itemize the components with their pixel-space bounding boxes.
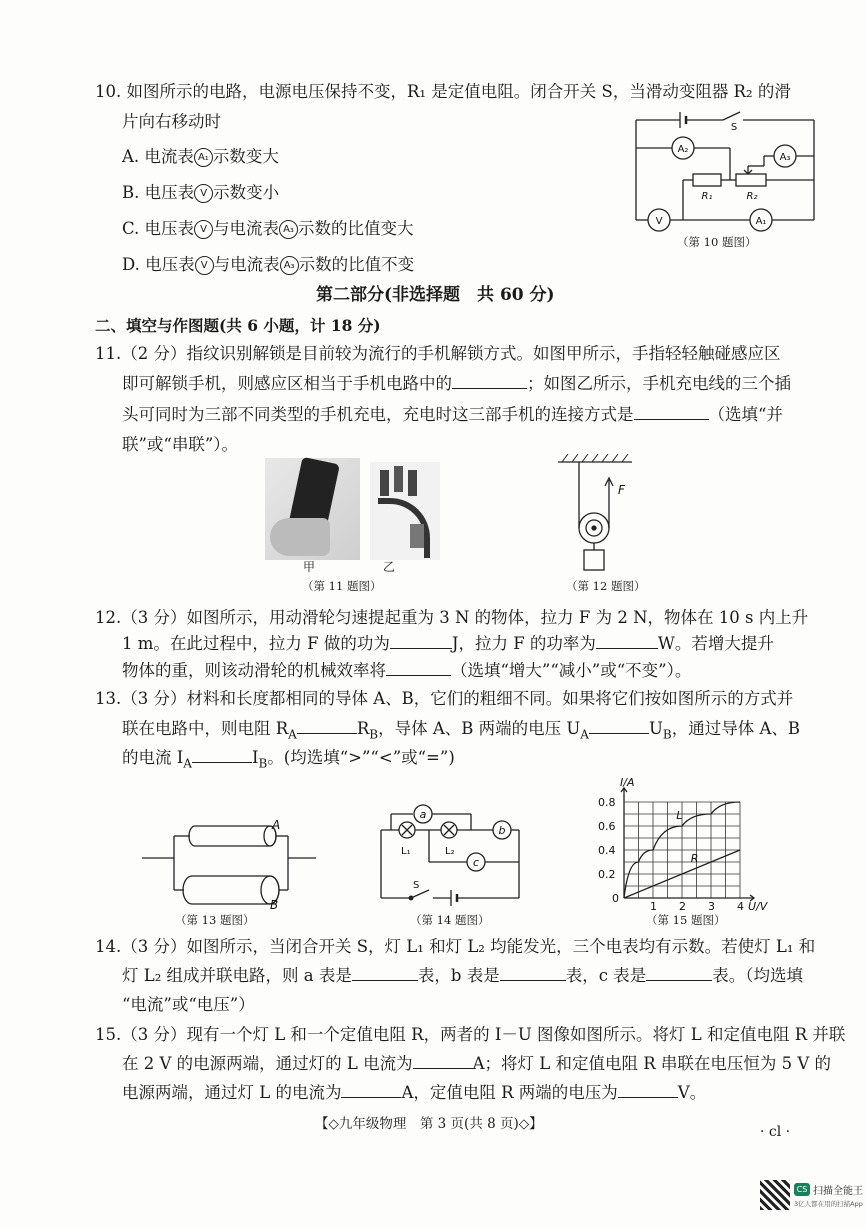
text: （选填“增大”“减小”或“不变”）。	[451, 661, 692, 680]
plug-icon	[380, 470, 389, 496]
q10-circuit-diagram	[628, 108, 828, 233]
text: ；如图乙所示，手机充电线的三个插	[527, 374, 791, 393]
y-tick-label: 0.2	[598, 868, 616, 881]
text: （选填“并	[708, 405, 783, 424]
q12-answer-blank-2[interactable]	[596, 630, 658, 649]
text: J，拉力 F 的功率为	[451, 634, 596, 653]
label-a1: A₁	[755, 216, 767, 227]
connector-icon	[410, 524, 424, 548]
text: R	[356, 719, 370, 738]
q13-conductors-diagram	[140, 818, 320, 910]
q13-answer-blank-3[interactable]	[192, 744, 252, 763]
plug-icon	[394, 466, 403, 492]
q12-figure-caption: （第 12 题图）	[566, 579, 646, 593]
q11-line4: 联”或“串联”）。	[122, 435, 239, 454]
label-l1: L₁	[401, 846, 411, 857]
q14-line1: 14.（3 分）如图所示，当闭合开关 S，灯 L₁ 和灯 L₂ 均能发光，三个电表均有示数。若使灯 L₁ 和	[95, 937, 816, 956]
q11-line3	[122, 400, 783, 430]
option-text: D. 电压表	[122, 255, 195, 274]
voltmeter-icon: V	[195, 256, 214, 275]
voltmeter-icon: V	[194, 184, 213, 203]
text: A，定值电阻 R 两端的电压为	[401, 1083, 618, 1102]
text: A；将灯 L 和定值电阻 R 串联在电压恒为 5 V 的	[472, 1054, 832, 1073]
q10-stem-line2: 片向右移动时	[122, 112, 221, 131]
text: ，导体 A、B 两端的电压 U	[378, 719, 581, 738]
q13-answer-blank-2[interactable]	[589, 715, 649, 734]
option-text: 与电流表	[213, 219, 280, 238]
q15-answer-blank-3[interactable]	[618, 1079, 678, 1098]
option-text: B. 电压表	[122, 183, 195, 202]
label-yi: 乙	[383, 560, 396, 574]
q11-line1: 11.（2 分）指纹识别解锁是目前较为流行的手机解锁方式。如图甲所示，手指轻轻触碰感应区	[95, 344, 781, 363]
label-a3: A₃	[779, 152, 791, 163]
hand-icon	[270, 518, 330, 556]
text: 即可解锁手机，则感应区相当于手机电路中的	[122, 374, 452, 393]
part2-title: 第二部分(非选择题 共 60 分)	[316, 285, 555, 305]
origin-label: 0	[612, 892, 619, 905]
option-text: 示数的比值不变	[298, 255, 415, 274]
text: 1 m。在此过程中，拉力 F 做的功为	[122, 634, 390, 653]
plug-icon	[408, 470, 417, 496]
q15-answer-blank-2[interactable]	[341, 1079, 401, 1098]
text: W。若增大提升	[657, 634, 774, 653]
q14-answer-blank-c[interactable]	[646, 962, 712, 981]
switch-s	[411, 890, 429, 898]
label-a: A	[272, 818, 281, 832]
text: I	[251, 748, 259, 767]
label-a: a	[419, 808, 427, 821]
label-jia: 甲	[303, 560, 316, 574]
q14-figure-caption: （第 14 题图）	[410, 913, 490, 927]
q10-option-b[interactable]	[122, 178, 279, 208]
subscript: B	[369, 727, 379, 742]
label-v: V	[655, 216, 663, 227]
label-f: F	[618, 483, 625, 497]
text: U	[648, 719, 663, 738]
y-tick-label: 0.6	[598, 820, 616, 833]
text: 。(均选填“>”“<”或“=”)	[267, 748, 455, 767]
y-tick-label: 0.4	[598, 844, 616, 857]
ammeter-a3-icon: A₃	[280, 256, 299, 275]
q14-line2	[122, 961, 803, 991]
conductor-a	[189, 826, 276, 846]
scanner-logo-icon: CS	[794, 1183, 810, 1196]
option-text: 示数变小	[213, 183, 280, 202]
x-axis-label: U/V	[748, 900, 768, 911]
switch-blade	[723, 112, 740, 120]
label-a2: A₂	[677, 144, 689, 155]
series-l-label: L	[676, 808, 683, 822]
q15-line3	[122, 1078, 706, 1108]
q11-answer-blank-1[interactable]	[452, 370, 527, 389]
text: V。	[677, 1083, 707, 1102]
x-tick-label: 3	[708, 900, 715, 911]
subscript: A	[183, 756, 192, 771]
subscript: B	[662, 727, 672, 742]
label-b: B	[270, 898, 279, 910]
q14-line3: “电流”或“电压”）	[122, 995, 255, 1014]
text: 表。（均选填	[712, 966, 803, 985]
q13-figure-caption: （第 13 题图）	[175, 913, 255, 927]
q12-line2	[122, 629, 774, 659]
q11-answer-blank-2[interactable]	[634, 401, 709, 420]
q10-option-a[interactable]	[122, 142, 279, 172]
text: 物体的重，则该动滑轮的机械效率将	[122, 661, 386, 680]
x-tick-label: 4	[737, 900, 744, 911]
q12-line3	[122, 656, 691, 686]
x-tick-label: 2	[679, 900, 686, 911]
q15-figure-caption: （第 15 题图）	[646, 913, 726, 927]
q10-option-c[interactable]	[122, 214, 414, 244]
text: 电源两端，通过灯 L 的电流为	[122, 1083, 342, 1102]
text: 灯 L₂ 组成并联电路，则 a 表是	[122, 966, 352, 985]
label-b: b	[498, 824, 506, 837]
q15-iu-chart	[590, 776, 770, 911]
text: 在 2 V 的电源两端，通过灯的 L 电流为	[122, 1054, 413, 1073]
q13-answer-blank-1[interactable]	[297, 715, 357, 734]
option-text: 示数变大	[212, 147, 279, 166]
scanner-name: 扫描全能王	[813, 1186, 863, 1197]
q13-line3	[122, 743, 455, 778]
subscript: A	[580, 727, 589, 742]
series-r-label: R	[690, 852, 699, 865]
y-axis-label: I/A	[620, 776, 635, 789]
scanner-subtitle: 3亿人都在用的扫描App	[794, 1200, 863, 1208]
q11-line2	[122, 369, 791, 399]
rheostat-r2	[736, 174, 766, 186]
text: 联在电路中，则电阻 R	[122, 719, 289, 738]
label-s: S	[413, 880, 420, 891]
q14-circuit-diagram	[375, 798, 525, 908]
q10-stem-line1: 10. 如图所示的电路，电源电压保持不变，R₁ 是定值电阻。闭合开关 S，当滑动变阻器 R₂ 的滑	[95, 82, 791, 101]
section-title: 二、填空与作图题(共 6 小题，计 18 分)	[95, 316, 381, 335]
ammeter-a3-icon: A₃	[279, 220, 298, 239]
charging-cable-photo	[370, 462, 440, 560]
option-text: A. 电流表	[122, 147, 194, 166]
q14-answer-blank-a[interactable]	[352, 962, 418, 981]
subscript: A	[288, 727, 297, 742]
text: 的电流 I	[122, 748, 184, 767]
page-footer: 【◇九年级物理 第 3 页(共 8 页)◇】	[315, 1116, 543, 1132]
q12-line1: 12.（3 分）如图所示，用动滑轮匀速提起重为 3 N 的物体，拉力 F 为 2 N，物体在 10 s 内上升	[95, 608, 809, 627]
label-c: c	[472, 856, 480, 869]
q15-line1: 15.（3 分）现有一个灯 L 和一个定值电阻 R，两者的 I－U 图像如图所示。将灯 L 和定值电阻 R 并联	[95, 1025, 846, 1044]
text: 表，c 表是	[565, 966, 647, 985]
resistor-r1	[693, 174, 721, 186]
conductor-b	[183, 876, 279, 904]
label-r2: R₂	[746, 191, 758, 202]
q14-answer-blank-b[interactable]	[500, 962, 566, 981]
q13-line1: 13.（3 分）材料和长度都相同的导体 A、B，它们的粗细不同。如果将它们按如图所示的方式并	[95, 689, 794, 708]
q15-line2	[122, 1049, 831, 1079]
label-s: S	[730, 122, 738, 133]
qr-code-icon	[760, 1180, 790, 1210]
label-r1: R₁	[701, 191, 713, 202]
label-l2: L₂	[445, 846, 455, 857]
q12-answer-blank-1[interactable]	[390, 630, 452, 649]
q15-answer-blank-1[interactable]	[413, 1050, 473, 1069]
option-text: 示数的比值变大	[298, 219, 414, 238]
option-text: C. 电压表	[122, 219, 195, 238]
q10-figure-caption: （第 10 题图）	[677, 235, 757, 249]
option-text: 与电流表	[213, 255, 280, 274]
y-tick-label: 0.8	[598, 796, 616, 809]
fingerprint-phone-photo	[265, 458, 360, 560]
q10-option-d[interactable]	[122, 250, 414, 280]
footer-mark: · cl ·	[760, 1124, 791, 1140]
q11-figure-caption: （第 11 题图）	[302, 579, 382, 593]
q12-answer-blank-3[interactable]	[386, 657, 451, 676]
text: ，通过导体 A、B	[671, 719, 800, 738]
voltmeter-icon: V	[194, 220, 213, 239]
subscript: B	[258, 756, 268, 771]
x-tick-label: 1	[650, 900, 657, 911]
text: 表，b 表是	[417, 966, 500, 985]
text: 头可同时为三部不同类型的手机充电，充电时这三部手机的连接方式是	[122, 405, 634, 424]
weight-block	[584, 550, 604, 570]
q12-pulley-diagram	[550, 450, 650, 580]
ammeter-a1-icon: A₁	[194, 148, 213, 167]
